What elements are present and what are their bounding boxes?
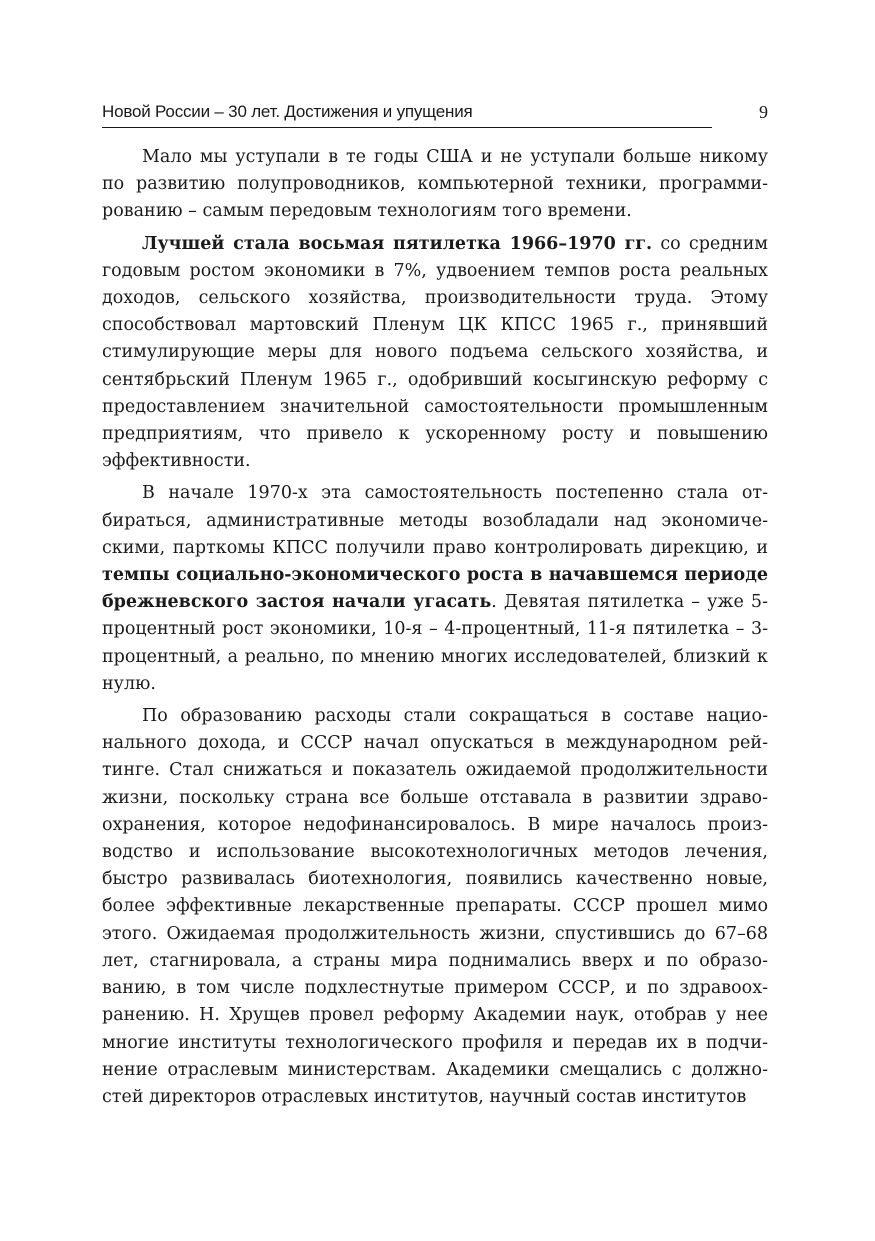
- paragraph: [102, 144, 768, 226]
- running-header-title: Новой России – 30 лет. Достижения и упущения: [102, 102, 473, 121]
- paragraph-text-before: В начале 1970-х эта самостоятельность постепенно стала отбираться, административные методы возобладали над экономическими, парткомы КПСС получили право контролировать дирекцию, и: [102, 483, 768, 558]
- body-text: [102, 144, 768, 1111]
- paragraph-bold-lead: Лучшей стала восьмая пятилетка 1966–1970 гг.: [142, 233, 653, 254]
- paragraph: [102, 231, 768, 476]
- page-number: 9: [759, 102, 768, 122]
- paragraph-text: со средним годовым ростом экономики в 7%, удвоением темпов роста реальных доходов, сельского хозяйства, производительности труда. Этому способствовал мартовский Пленум ЦК КПСС 1965 г., принявший стимулирующие меры для нового подъема сельского хозяйства, и сентябрьский Пленум 1965 г., одобривший косыгинскую реформу с предоставлением значительной самостоятельности промышленным предприятиям, что привело к ускоренному росту и повышению эффективности.: [102, 233, 768, 472]
- paragraph-text-after: . Девятая пятилетка – уже 5-процентный рост экономики, 10-я – 4-процентный, 11-я пятилетка – 3-процентный, а реально, по мнению многих исследователей, близкий к нулю.: [102, 592, 768, 694]
- paragraph-bold-middle: темпы социально-экономического роста в начавшемся периоде брежневского застоя начали угасать: [102, 565, 768, 613]
- running-header: [102, 100, 768, 128]
- paragraph-text: По образованию расходы стали сокращаться в составе национального дохода, и СССР начал опускаться в международном рейтинге. Стал снижаться и показатель ожидаемой продолжительности жизни, поскольку страна все больше отставала в развитии здравоохранения, которое недофинансировалось. В мире началось производство и использование высокотехнологичных методов лечения, быстро развивалась биотехнология, появились качественно новые, более эффективные лекарственные препараты. СССР прошел мимо этого. Ожидаемая продолжительность жизни, спустившись до 67–68 лет, стагнировала, а страны мира поднимались вверх и по образованию, в том числе подхлестнутые примером СССР, и по здравоохранению. Н. Хрущев провел реформу Академии наук, отобрав у нее многие институты технологического профиля и передав их в подчинение отраслевым министерствам. Академики смещались с должностей директоров отраслевых институтов, научный состав институтов: [102, 706, 768, 1107]
- paragraph-text: Мало мы уступали в те годы США и не уступали больше никому по развитию полупроводников, компьютерной техники, программированию – самым передовым технологиям того времени.: [102, 147, 768, 222]
- paragraph: [102, 703, 768, 1111]
- paragraph: [102, 480, 768, 698]
- header-rule: [102, 127, 712, 128]
